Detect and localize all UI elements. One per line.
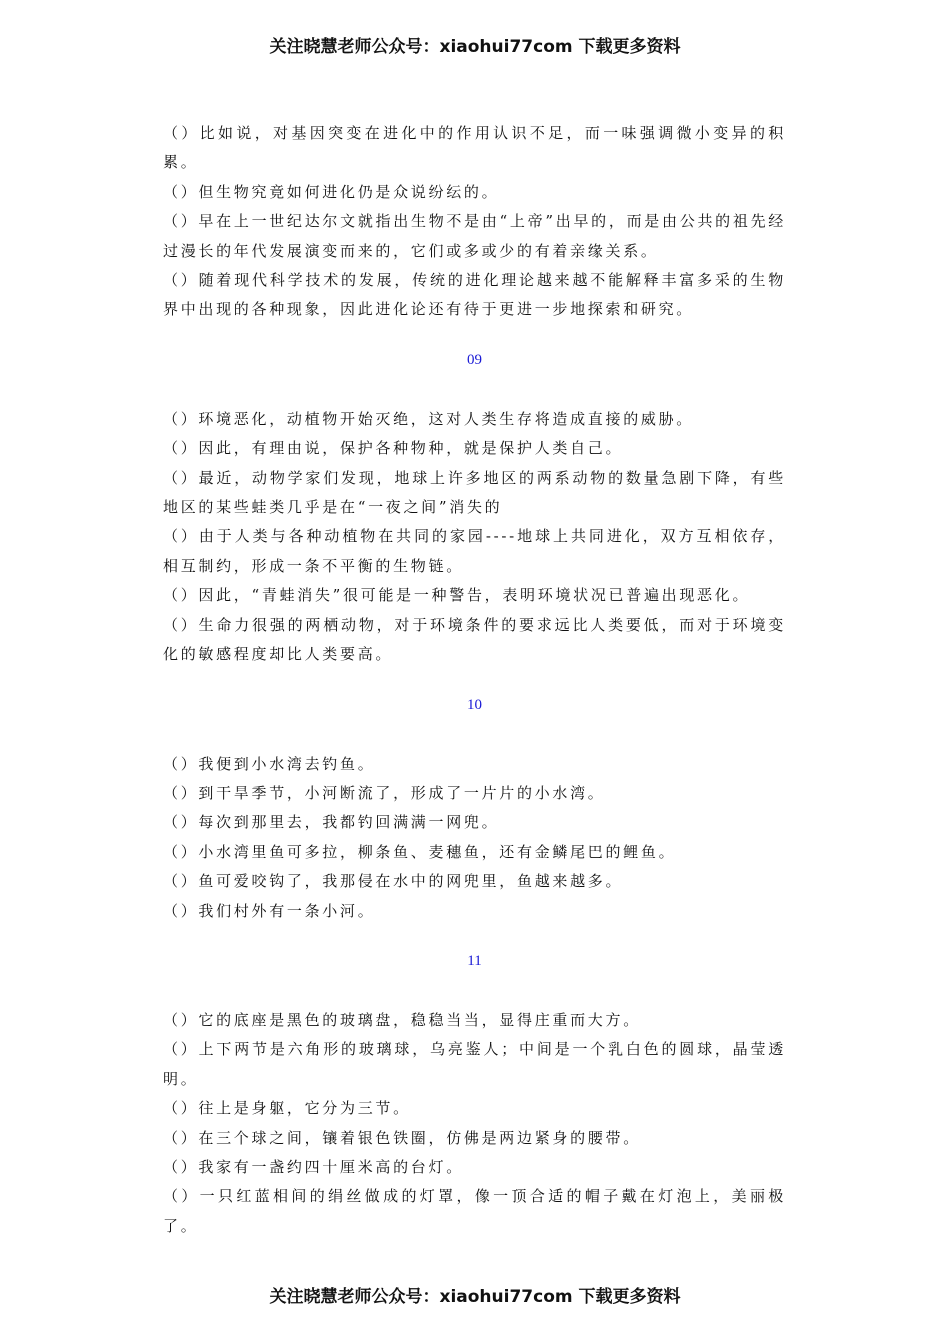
list-item: （）每次到那里去，我都钓回满满一网兜。	[163, 813, 500, 832]
list-item: （）它的底座是黑色的玻璃盘，稳稳当当，显得庄重而大方。	[163, 1010, 641, 1029]
list-item: （）由于人类与各种动植物在共同的家园----地球上共同进化，双方互相依存，相互制约，形成一条不平衡的生物链。	[163, 527, 786, 575]
list-item: （）比如说，对基因突变在进化中的作用认识不足，而一味强调微小变异的积累。	[163, 124, 786, 172]
list-item: （）上下两节是六角形的玻璃球，乌亮鉴人；中间是一个乳白色的圆球，晶莹透明。	[163, 1040, 786, 1088]
list-item: （）到干旱季节，小河断流了，形成了一片片的小水湾。	[163, 783, 606, 802]
list-item: （）我们村外有一条小河。	[163, 901, 376, 920]
list-item: （）最近，动物学家们发现，地球上许多地区的两系动物的数量急剧下降，有些地区的某些蛙类几乎是在“一夜之间”消失的	[163, 468, 786, 517]
section-number: 10	[467, 696, 482, 713]
section-10	[163, 670, 786, 926]
document-body	[163, 119, 786, 1241]
list-item: （）我家有一盏约四十厘米高的台灯。	[163, 1157, 464, 1176]
list-item: （）因此，有理由说，保护各种物种，就是保护人类自己。	[163, 439, 624, 458]
section-11	[163, 926, 786, 1241]
list-item: （）早在上一世纪达尔文就指出生物不是由“上帝”出早的，而是由公共的祖先经过漫长的年代发展演变而来的，它们或多或少的有着亲缘关系。	[163, 212, 786, 260]
header-banner: 关注晓慧老师公众号：xiaohui77com 下载更多资料	[269, 37, 681, 57]
list-item: （）但生物究竟如何进化仍是众说纷纭的。	[163, 182, 500, 201]
list-item: （）往上是身躯，它分为三节。	[163, 1099, 411, 1118]
footer-banner: 关注晓慧老师公众号：xiaohui77com 下载更多资料	[269, 1287, 681, 1307]
intro-block	[163, 119, 786, 325]
list-item: （）随着现代科学技术的发展，传统的进化理论越来越不能解释丰富多采的生物界中出现的各种现象，因此进化论还有待于更进一步地探索和研究。	[163, 271, 786, 319]
section-09	[163, 325, 786, 670]
list-item: （）环境恶化，动植物开始灭绝，这对人类生存将造成直接的威胁。	[163, 409, 695, 428]
list-item: （）因此，“青蛙消失”很可能是一种警告，表明环境状况已普遍出现恶化。	[163, 586, 751, 605]
list-item: （）我便到小水湾去钓鱼。	[163, 754, 376, 773]
list-item: （）小水湾里鱼可多拉，柳条鱼、麦穗鱼，还有金鳞尾巴的鲤鱼。	[163, 842, 677, 861]
section-number: 09	[467, 351, 482, 368]
list-item: （）生命力很强的两栖动物，对于环境条件的要求远比人类要低，而对于环境变化的敏感程度却比人类要高。	[163, 615, 786, 664]
section-number: 11	[467, 952, 482, 969]
list-item: （）鱼可爱咬钩了，我那侵在水中的网兜里，鱼越来越多。	[163, 872, 624, 891]
list-item: （）在三个球之间，镶着银色铁圈，仿佛是两边紧身的腰带。	[163, 1128, 641, 1147]
list-item: （）一只红蓝相间的绢丝做成的灯罩，像一顶合适的帽子戴在灯泡上，美丽极了。	[163, 1187, 786, 1235]
